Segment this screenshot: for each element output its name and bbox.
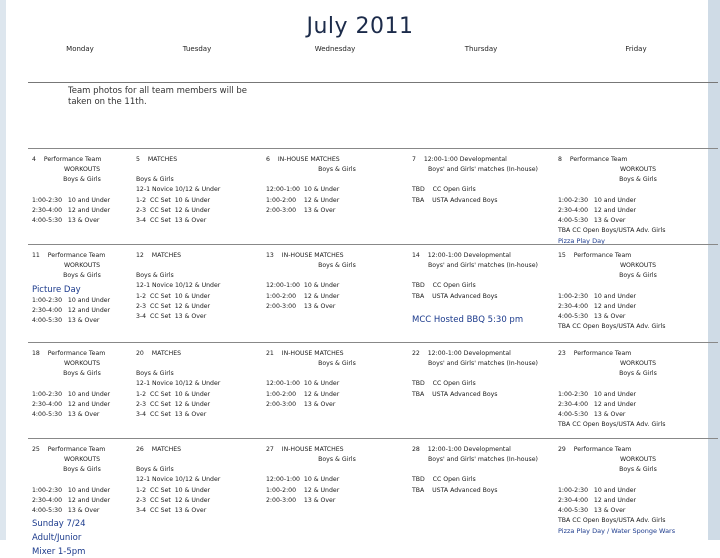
day-subheading: Boys & Girls [318,360,356,368]
day-special-event: Mixer 1-5pm [32,547,86,558]
spacer [266,175,408,185]
day-heading-text: MATCHES [151,350,182,357]
day-subheading: Boys' and Girls' matches (In-house) [428,262,538,270]
spacer [32,380,132,390]
announcement-text: Team photos for all team members will be taken on the 11th. [68,86,247,107]
spacer [266,271,408,281]
schedule-line: 2:30-4:00 12 and Under [32,306,111,314]
day-cell [408,245,554,343]
day-heading [412,445,554,455]
spacer [558,380,718,390]
day-heading [266,445,408,455]
schedule-line: 2:00-3:00 13 & Over [266,302,336,310]
schedule-line: 4:00-5:30 13 & Over [558,217,626,225]
day-subheading: Boys' and Girls' matches (In-house) [428,456,538,464]
day-heading [136,251,262,261]
day-subheading: Boys & Girls [63,272,101,280]
day-subheading: WORKOUTS [619,262,657,270]
day-number: 6 [266,156,270,163]
day-heading [558,349,718,359]
schedule-line: 2-3 CC Set 12 & Under [136,400,211,408]
spacer [136,359,262,369]
day-heading [412,349,554,359]
week-row [28,148,718,245]
schedule-line: 3-4 CC Set 13 & Over [136,313,207,321]
weekday-tuesday: Tuesday [182,45,212,53]
day-heading [558,155,718,165]
day-number: 12 [136,252,144,259]
spacer [412,465,554,475]
schedule-line: 2:30-4:00 12 and Under [558,400,637,408]
day-cell [554,439,718,541]
schedule-line: 1:00-2:30 10 and Under [558,292,637,300]
day-number: 4 [32,156,36,163]
schedule-line: 1:00-2:00 12 & Under [266,486,340,494]
schedule-line: 2:30-4:00 12 and Under [558,302,637,310]
schedule-line: 12:00-1:00 10 & Under [266,476,340,484]
week-row [28,342,718,439]
spacer [32,186,132,196]
schedule-line: 3-4 CC Set 13 & Over [136,507,207,515]
day-heading-text: Performance Team [573,350,632,357]
day-number: 11 [32,252,40,259]
day-heading [136,445,262,455]
day-number: 22 [412,350,420,357]
day-number: 26 [136,446,144,453]
day-cell [262,149,408,245]
schedule-line: 1:00-2:30 10 and Under [558,486,637,494]
day-cell [132,343,262,439]
schedule-line: Boys & Girls [136,272,174,280]
schedule-line: 1-2 CC Set 10 & Under [136,486,211,494]
schedule-line: TBA USTA Advanced Boys [412,390,498,398]
schedule-line: 12-1 Novice 10/12 & Under [136,380,221,388]
schedule-line: 4:00-5:30 13 & Over [32,507,100,515]
day-number: 25 [32,446,40,453]
day-subheading: Boys & Girls [318,166,356,174]
day-special-event: Pizza Play Day [558,237,605,246]
spacer [136,261,262,271]
schedule-line: 2:30-4:00 12 and Under [32,206,111,214]
schedule-line: 1:00-2:30 10 and Under [32,196,111,204]
day-special-event: Picture Day [32,284,81,295]
day-heading-text: 12:00-1:00 Developmental [427,446,511,453]
weekday-thursday: Thursday [464,45,498,53]
day-number: 5 [136,156,140,163]
schedule-line: 4:00-5:30 13 & Over [32,317,100,325]
schedule-line: 1:00-2:30 10 and Under [32,296,111,304]
spacer [412,175,554,185]
schedule-line: TBA USTA Advanced Boys [412,292,498,300]
schedule-line: 2:00-3:00 13 & Over [266,496,336,504]
weekday-wednesday: Wednesday [314,45,356,53]
day-subheading: Boys & Girls [63,466,101,474]
day-heading-text: IN-HOUSE MATCHES [281,350,344,357]
day-special-event: MCC Hosted BBQ 5:30 pm [412,315,524,325]
schedule-line: 2:30-4:00 12 and Under [558,206,637,214]
day-heading [266,251,408,261]
day-cell [262,439,408,541]
day-heading-text: MATCHES [147,156,178,163]
day-heading [32,349,132,359]
day-cell [408,343,554,439]
spacer [266,465,408,475]
day-subheading: Boys & Girls [619,466,657,474]
day-heading-text: IN-HOUSE MATCHES [281,252,344,259]
day-subheading: Boys & Girls [619,272,657,280]
day-number: 8 [558,156,562,163]
schedule-line: 4:00-5:30 13 & Over [32,217,100,225]
day-heading [32,251,132,261]
schedule-line: 1-2 CC Set 10 & Under [136,196,211,204]
day-cell [554,149,718,245]
schedule-line: TBD CC Open Girls [412,186,476,194]
day-heading [558,445,718,455]
schedule-line: TBA CC Open Boys/USTA Adv. Girls [558,517,666,525]
day-subheading: Boys & Girls [619,370,657,378]
day-number: 21 [266,350,274,357]
day-heading [136,349,262,359]
day-cell [132,149,262,245]
day-number: 20 [136,350,144,357]
spacer [412,369,554,379]
schedule-line: 4:00-5:30 13 & Over [32,411,100,419]
week-row [28,244,718,343]
schedule-line: 12:00-1:00 10 & Under [266,282,340,290]
weekday-header [28,40,718,58]
schedule-line: 1:00-2:30 10 and Under [558,196,637,204]
schedule-line: TBA CC Open Boys/USTA Adv. Girls [558,421,666,429]
day-subheading: WORKOUTS [619,456,657,464]
day-cell [28,439,132,558]
day-heading-text: 12:00-1:00 Developmental [427,350,511,357]
schedule-line: 1-2 CC Set 10 & Under [136,292,211,300]
schedule-line: 12-1 Novice 10/12 & Under [136,476,221,484]
calendar-grid [28,40,718,558]
week-row [28,438,718,558]
day-heading [32,155,132,165]
day-cell [132,245,262,343]
schedule-line: TBA USTA Advanced Boys [412,196,498,204]
spacer [558,282,718,292]
day-subheading: WORKOUTS [63,166,101,174]
schedule-line: 4:00-5:30 13 & Over [558,313,626,321]
day-subheading: WORKOUTS [63,360,101,368]
spacer [558,476,718,486]
day-cell [132,439,262,541]
schedule-line: 12:00-1:00 10 & Under [266,186,340,194]
day-heading-text: Performance Team [47,350,106,357]
day-subheading: Boys & Girls [318,456,356,464]
schedule-line: TBD CC Open Girls [412,476,476,484]
day-cell [28,343,132,439]
left-edge-bar [0,0,6,540]
day-heading [32,445,132,455]
day-heading-text: 12:00-1:00 Developmental [427,252,511,259]
schedule-line: Boys & Girls [136,466,174,474]
schedule-line: 3-4 CC Set 13 & Over [136,411,207,419]
schedule-line: 2-3 CC Set 12 & Under [136,302,211,310]
day-heading-text: Performance Team [569,156,628,163]
schedule-line: 4:00-5:30 13 & Over [558,411,626,419]
schedule-line: TBD CC Open Girls [412,282,476,290]
day-heading-text: MATCHES [151,446,182,453]
schedule-line: 2:30-4:00 12 and Under [32,496,111,504]
day-subheading: Boys & Girls [63,370,101,378]
day-subheading: Boys & Girls [619,176,657,184]
day-heading [558,251,718,261]
day-heading [266,349,408,359]
day-subheading: Boys' and Girls' matches (In-house) [428,360,538,368]
day-heading [412,155,554,165]
day-cell [28,149,132,245]
schedule-line: TBA USTA Advanced Boys [412,486,498,494]
day-cell [554,343,718,439]
schedule-line: TBA CC Open Boys/USTA Adv. Girls [558,323,666,331]
day-heading-text: Performance Team [573,252,632,259]
day-number: 13 [266,252,274,259]
day-special-event: Pizza Play Day / Water Sponge Wars [558,527,676,536]
day-special-event: Adult/Junior [32,533,82,544]
schedule-line: 12-1 Novice 10/12 & Under [136,282,221,290]
day-heading-text: 12:00-1:00 Developmental [423,156,507,163]
schedule-line: TBD CC Open Girls [412,380,476,388]
schedule-line: 1:00-2:00 12 & Under [266,390,340,398]
day-number: 23 [558,350,566,357]
day-heading-text: MATCHES [151,252,182,259]
spacer [32,476,132,486]
day-subheading: Boys & Girls [318,262,356,270]
day-subheading: WORKOUTS [63,262,101,270]
schedule-line: 2:30-4:00 12 and Under [32,400,111,408]
schedule-line: 4:00-5:30 13 & Over [558,507,626,515]
schedule-line: 1:00-2:00 12 & Under [266,196,340,204]
calendar-title: July 2011 [306,14,414,39]
day-number: 27 [266,446,274,453]
day-subheading: WORKOUTS [63,456,101,464]
day-subheading: Boys & Girls [63,176,101,184]
day-cell [262,245,408,343]
schedule-line: Boys & Girls [136,370,174,378]
day-cell [262,343,408,439]
day-heading-text: Performance Team [43,156,102,163]
day-number: 28 [412,446,420,453]
day-cell [554,245,718,343]
schedule-line: 1:00-2:30 10 and Under [558,390,637,398]
spacer [136,455,262,465]
day-cell [28,245,132,343]
schedule-line: 2:00-3:00 13 & Over [266,206,336,214]
schedule-line: Boys & Girls [136,176,174,184]
day-number: 29 [558,446,566,453]
schedule-line: 1:00-2:30 10 and Under [32,390,111,398]
spacer [558,186,718,196]
spacer [412,271,554,281]
day-number: 14 [412,252,420,259]
spacer [266,369,408,379]
day-special-event: Sunday 7/24 [32,519,86,530]
schedule-line: 2:30-4:00 12 and Under [558,496,637,504]
day-number: 15 [558,252,566,259]
schedule-line: 12-1 Novice 10/12 & Under [136,186,221,194]
day-subheading: WORKOUTS [619,360,657,368]
day-number: 7 [412,156,416,163]
day-heading-text: IN-HOUSE MATCHES [277,156,340,163]
weekday-monday: Monday [66,45,94,53]
day-heading [412,251,554,261]
day-heading [266,155,408,165]
schedule-line: 12:00-1:00 10 & Under [266,380,340,388]
day-heading-text: Performance Team [573,446,632,453]
day-number: 18 [32,350,40,357]
day-subheading: WORKOUTS [619,166,657,174]
schedule-line: 2-3 CC Set 12 & Under [136,206,211,214]
day-heading [136,155,262,165]
day-heading-text: Performance Team [47,446,106,453]
schedule-line: 2:00-3:00 13 & Over [266,400,336,408]
day-heading-text: Performance Team [47,252,106,259]
day-cell [408,439,554,541]
day-subheading: Boys' and Girls' matches (In-house) [428,166,538,174]
day-cell [408,149,554,245]
spacer [136,165,262,175]
schedule-line: 1-2 CC Set 10 & Under [136,390,211,398]
schedule-line: 1:00-2:00 12 & Under [266,292,340,300]
schedule-line: TBA CC Open Boys/USTA Adv. Girls [558,227,666,235]
schedule-line: 1:00-2:30 10 and Under [32,486,111,494]
schedule-line: 3-4 CC Set 13 & Over [136,217,207,225]
weekday-friday: Friday [625,45,647,53]
day-heading-text: IN-HOUSE MATCHES [281,446,344,453]
schedule-line: 2-3 CC Set 12 & Under [136,496,211,504]
